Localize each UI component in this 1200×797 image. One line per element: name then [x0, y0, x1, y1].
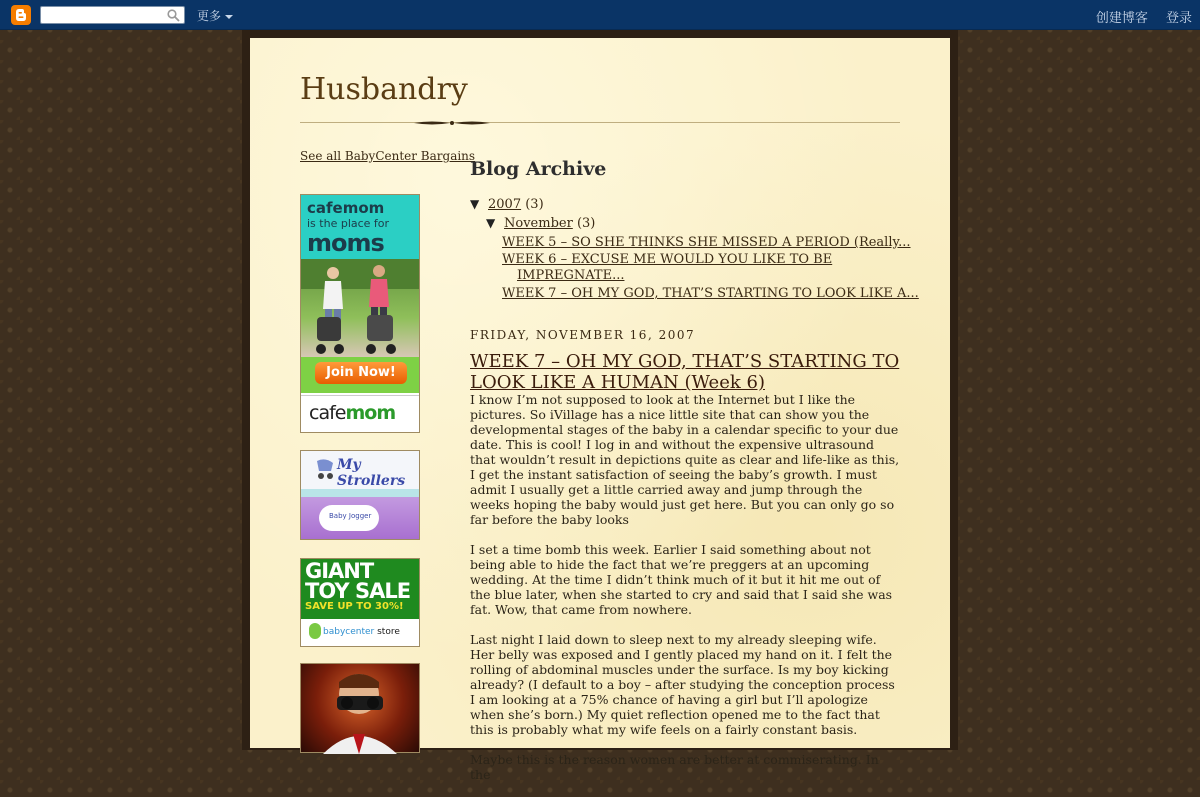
post-title-link[interactable]: WEEK 7 – OH MY GOD, THAT’S STARTING TO LOOK LIKE A HUMAN (Week 6): [470, 351, 900, 393]
strollers-ad-stripe: [301, 489, 419, 497]
cafemom-ad-footer: [301, 395, 419, 432]
cafemom-ad-tagline: is the place for: [307, 217, 390, 230]
binoculars-ad-banner[interactable]: [300, 663, 420, 753]
archive-year-count: (3): [525, 197, 544, 212]
collapse-triangle-icon[interactable]: ▼: [470, 197, 480, 211]
archive-year-link[interactable]: 2007: [488, 197, 522, 212]
blog-title[interactable]: Husbandry: [300, 72, 468, 107]
more-menu-label: 更多: [197, 9, 222, 23]
cafemom-logo-part2: mom: [345, 402, 396, 424]
archive-post-link-week5[interactable]: WEEK 5 – SO SHE THINKS SHE MISSED A PERIOD (Really...: [502, 235, 911, 250]
post-body: [470, 392, 902, 797]
toy-sale-ad-line2: TOY SALE: [305, 579, 411, 603]
baby-jogger-logo: Baby Jogger: [329, 512, 372, 520]
navbar-search-input[interactable]: [40, 6, 185, 24]
cafemom-logo: [309, 402, 395, 424]
archive-month-count: (3): [576, 216, 596, 231]
join-now-button[interactable]: Join Now!: [315, 362, 407, 384]
post-paragraph: I set a time bomb this week. Earlier I said something about not being able to hide the fact that we’re preggers at an upcoming wedding. At the time I didn’t think much of it but it hit me out of the blue later, when she started to cry and said that I said she was fat. Wow, that came from nowhere.: [470, 542, 893, 617]
toy-sale-ad-header: [301, 559, 419, 619]
post-paragraph: Maybe this is the reason women are better at commiserating. In the: [470, 752, 879, 782]
stroller-icon: [315, 457, 337, 481]
post-date-header: FRIDAY, NOVEMBER 16, 2007: [470, 328, 696, 342]
man-with-binoculars-image: [301, 664, 419, 754]
cafemom-ad-banner[interactable]: [300, 194, 420, 433]
archive-month-row: [486, 216, 595, 231]
more-menu-button[interactable]: [197, 7, 233, 24]
collapse-triangle-icon[interactable]: ▼: [486, 216, 496, 230]
babycenter-store-logo: [323, 627, 400, 637]
archive-post-link-week6-cont[interactable]: IMPREGNATE...: [517, 268, 625, 283]
babycenter-store-footer: [301, 619, 419, 646]
blogger-navbar: [0, 0, 1200, 30]
strollers-ad-title: My Strollers: [337, 457, 406, 489]
cafemom-ad-photo: [301, 259, 419, 357]
cafemom-ad-cta-band: [301, 357, 419, 393]
babycenter-logo-part2: store: [374, 627, 400, 637]
post-paragraph: Last night I laid down to sleep next to my already sleeping wife. Her belly was exposed and I gently placed my hand on it. I felt the rolling of abdominal muscles under the surface. Is my boy kicking already? (I default to a boy – after studying the conception process I am looking at a 75% chance of having a girl but I’ll apologize when she’s born.) My quiet reflection opened me to the fact that this is probably what my wife feels on a fairly constant basis.: [470, 632, 895, 737]
blog-archive-title: Blog Archive: [470, 158, 607, 180]
archive-post-link-week6[interactable]: WEEK 6 – EXCUSE ME WOULD YOU LIKE TO BE: [502, 252, 833, 267]
giant-toy-sale-ad-banner[interactable]: [300, 558, 420, 647]
cafemom-logo-part1: cafe: [309, 402, 346, 424]
babycenter-bargains-link[interactable]: See all BabyCenter Bargains: [300, 149, 476, 163]
cafemom-ad-brand: cafemom: [307, 199, 385, 217]
create-blog-link[interactable]: 创建博客: [1095, 11, 1148, 26]
title-divider: [300, 122, 900, 123]
strollers-ad-header: [301, 451, 419, 489]
archive-year-row: [470, 197, 544, 212]
archive-post-link-week7[interactable]: WEEK 7 – OH MY GOD, THAT’S STARTING TO LOOK LIKE A...: [502, 286, 919, 301]
login-link[interactable]: 登录: [1165, 11, 1192, 26]
toy-sale-ad-line3: SAVE UP TO 30%!: [305, 601, 404, 612]
cafemom-ad-headline: moms: [307, 229, 384, 257]
caret-down-icon: [225, 15, 233, 19]
archive-month-link[interactable]: November: [504, 216, 573, 231]
search-icon[interactable]: [167, 9, 180, 22]
babycenter-logo-part1: babycenter: [323, 627, 375, 637]
strollers-ad-footer: [301, 497, 419, 539]
blogger-logo-icon[interactable]: [11, 5, 31, 25]
post-paragraph: I know I’m not supposed to look at the Internet but I like the pictures. So iVillage has a nice little site that can show you the developmental stages of the baby in a calendar specific to your due date. This is cool! I log in and without the expensive ultrasound that wouldn’t result in depictions quite as clear and life-like as this, I get the instant satisfaction of seeing the baby’s growth. I must admit I usually get a little carried away and jump through the weeks hoping the baby would just get here. But you can only go so far before the baby looks: [470, 392, 900, 527]
cafemom-ad-header: [301, 195, 419, 259]
toy-sale-ad-line1: GIANT: [305, 559, 374, 583]
blog-page: [250, 38, 950, 782]
my-strollers-ad-banner[interactable]: [300, 450, 420, 540]
babycenter-logo-icon: [309, 623, 321, 639]
flourish-ornament: [412, 118, 492, 128]
